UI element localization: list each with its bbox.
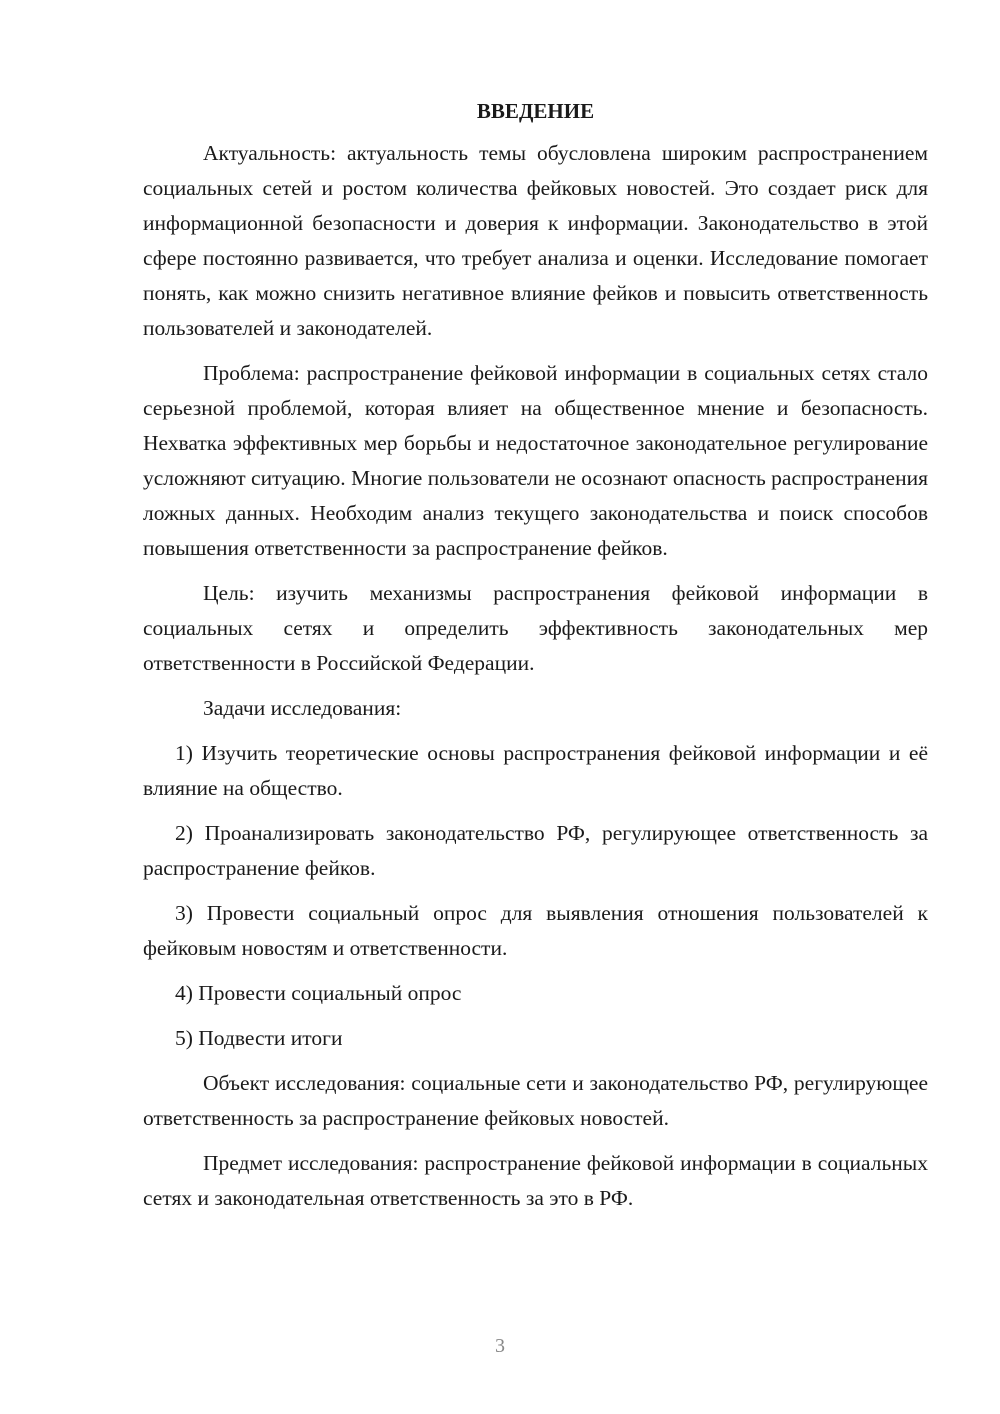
section-heading: ВВЕДЕНИЕ (476, 99, 595, 123)
task-item: 2) Проанализировать законодательство РФ, регулирующее ответственность за распространение фейков. (143, 821, 928, 880)
problem-paragraph: Проблема: распространение фейковой информации в социальных сетях стало серьезной проблемой, которая влияет на общественное мнение и безопасность. Нехватка эффективных мер борьбы и недостаточное законодательное регулирование усложняют ситуацию. Многие пользователи не осознают опасность распространения ложных данных. Необходим анализ текущего законодательства и поиск способов повышения ответственности за распространение фейков. (143, 361, 928, 560)
task-item: 4) Провести социальный опрос (175, 981, 462, 1005)
page-content (143, 96, 928, 1226)
tasks-intro: Задачи исследования: (203, 696, 402, 720)
relevance-paragraph: Актуальность: актуальность темы обусловлена широким распространением социальных сетей и ростом количества фейковых новостей. Это создает риск для информационной безопасности и доверия к информации. Законодательство в этой сфере постоянно развивается, что требует анализа и оценки. Исследование помогает понять, как можно снизить негативное влияние фейков и повысить ответственность пользователей и законодателей. (143, 141, 928, 340)
goal-paragraph: Цель: изучить механизмы распространения фейковой информации в социальных сетях и определить эффективность законодательных мер ответственности в Российской Федерации. (143, 581, 928, 675)
page-number: 3 (495, 1335, 505, 1357)
object-paragraph: Объект исследования: социальные сети и законодательство РФ, регулирующее ответственность за распространение фейковых новостей. (143, 1071, 928, 1130)
tasks-list (143, 736, 928, 1056)
task-item: 1) Изучить теоретические основы распространения фейковой информации и её влияние на общество. (143, 741, 928, 800)
subject-paragraph: Предмет исследования: распространение фейковой информации в социальных сетях и законодательная ответственность за это в РФ. (143, 1151, 928, 1210)
task-item: 3) Провести социальный опрос для выявления отношения пользователей к фейковым новостям и ответственности. (143, 901, 928, 960)
task-item: 5) Подвести итоги (175, 1026, 343, 1050)
